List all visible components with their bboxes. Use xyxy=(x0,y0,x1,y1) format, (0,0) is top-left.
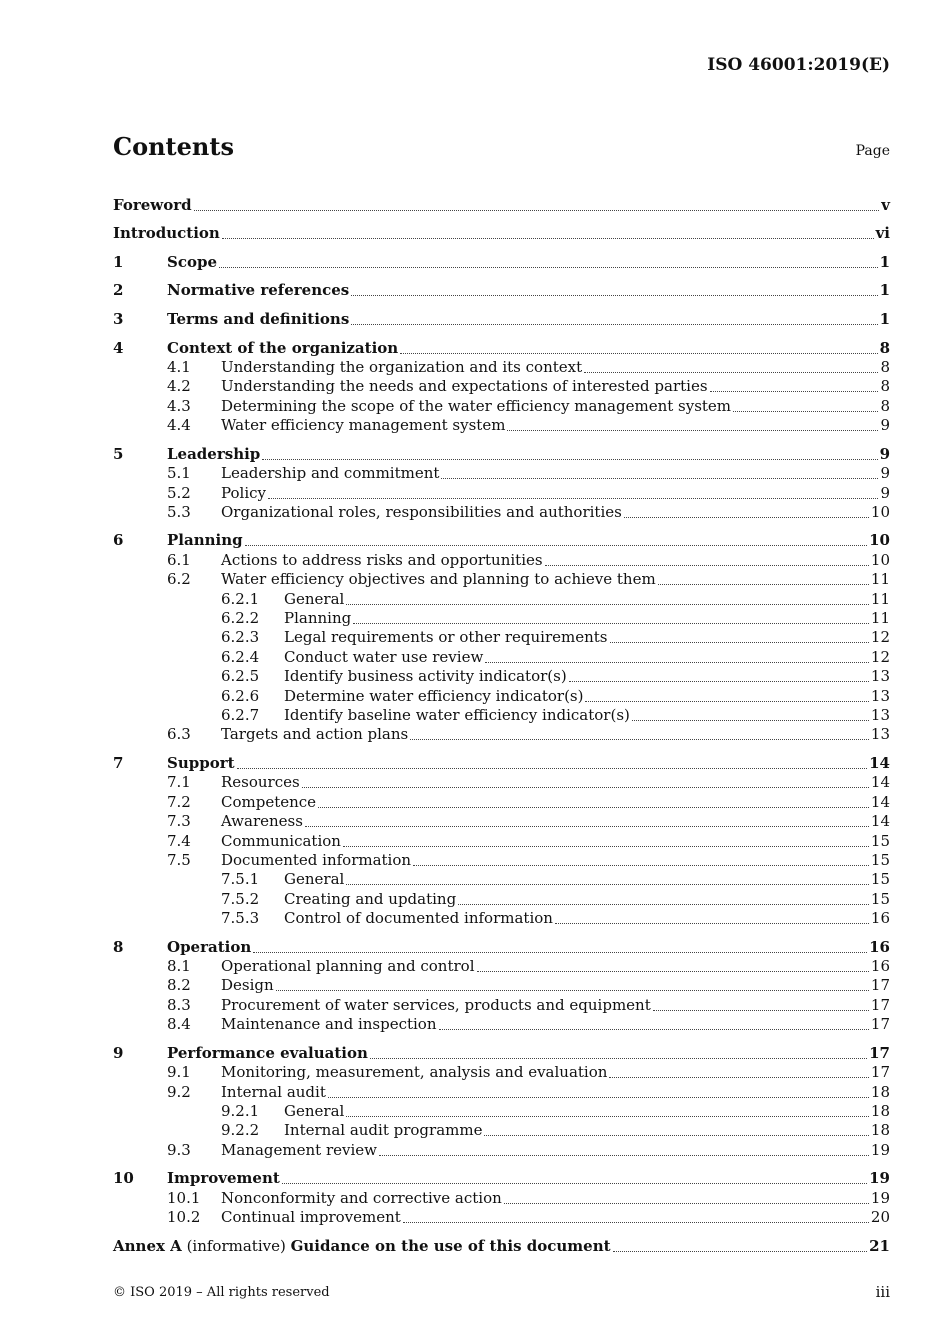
toc-entry-number: 8.2 xyxy=(167,976,191,995)
toc-entry-number: 4 xyxy=(113,338,124,357)
toc-entry-title: Procurement of water services, products and equipment xyxy=(221,995,651,1014)
toc-entry-number: 7.1 xyxy=(167,773,191,792)
toc-entry[interactable] xyxy=(113,1121,890,1140)
toc-entry-page: 21 xyxy=(869,1236,890,1255)
toc-entry-annex[interactable] xyxy=(113,1227,890,1256)
toc-entry-page: 9 xyxy=(880,483,890,502)
toc-entry-page: 17 xyxy=(870,976,890,995)
dot-leader xyxy=(613,1250,868,1252)
toc-entry[interactable] xyxy=(113,570,890,589)
toc-entry-title: Management review xyxy=(221,1140,377,1159)
toc-entry[interactable] xyxy=(113,928,890,957)
toc-entry[interactable] xyxy=(113,773,890,792)
toc-entry[interactable] xyxy=(113,329,890,358)
annex-prefix: Annex A xyxy=(113,1236,182,1255)
toc-entry-page: 13 xyxy=(870,667,890,686)
toc-entry-number: 6.3 xyxy=(167,725,191,744)
toc-entry[interactable] xyxy=(113,647,890,666)
toc-entry-page: 10 xyxy=(870,502,890,521)
toc-entry-page: 15 xyxy=(870,889,890,908)
toc-entry-number: 7 xyxy=(113,753,124,772)
toc-entry[interactable] xyxy=(113,483,890,502)
toc-entry-page: 15 xyxy=(870,870,890,889)
dot-leader xyxy=(318,806,869,808)
toc-entry-page: 1 xyxy=(879,252,890,271)
toc-entry-title: Leadership xyxy=(167,444,261,463)
toc-entry-page: 18 xyxy=(870,1121,890,1140)
toc-entry[interactable] xyxy=(113,503,890,522)
toc-entry-title: Resources xyxy=(221,773,300,792)
toc-entry-title: Internal audit programme xyxy=(284,1121,483,1140)
toc-entry-number: 9 xyxy=(113,1043,124,1062)
dot-leader xyxy=(658,583,869,585)
toc-entry-title: General xyxy=(284,870,345,889)
toc-entry[interactable] xyxy=(113,1140,890,1159)
dot-leader xyxy=(477,970,869,972)
toc-entry-title: Foreword xyxy=(113,195,192,214)
toc-entry-page: 9 xyxy=(879,444,890,463)
toc-entry-title: Leadership and commitment xyxy=(221,464,440,483)
dot-leader xyxy=(328,1096,869,1098)
toc-entry[interactable] xyxy=(113,464,890,483)
dot-leader xyxy=(653,1009,869,1011)
table-of-contents xyxy=(113,186,890,1256)
toc-entry-page: 8 xyxy=(880,396,890,415)
toc-entry-title: Nonconformity and corrective action xyxy=(221,1188,502,1207)
toc-entry-number: 6.2.6 xyxy=(221,686,260,705)
dot-leader xyxy=(410,738,869,740)
toc-entry-number: 7.5 xyxy=(167,850,191,869)
toc-entry-page: 14 xyxy=(870,792,890,811)
toc-entry[interactable] xyxy=(113,1034,890,1063)
toc-entry-title: Identify baseline water efficiency indicator(s) xyxy=(284,706,630,724)
copyright-notice: © ISO 2019 – All rights reserved xyxy=(113,1285,330,1300)
toc-entry-number: 10.1 xyxy=(167,1188,201,1207)
toc-entry-number: 9.2.1 xyxy=(221,1102,260,1121)
toc-entry-number: 7.3 xyxy=(167,812,191,831)
toc-entry-page: 14 xyxy=(870,773,890,792)
toc-entry[interactable] xyxy=(113,1160,890,1189)
toc-entry-number: 10 xyxy=(113,1169,134,1188)
page-column-label: Page xyxy=(855,143,890,159)
dot-leader xyxy=(343,845,869,847)
toc-entry-number: 6.2.3 xyxy=(221,628,260,647)
toc-entry[interactable] xyxy=(113,1208,890,1227)
toc-entry-title: Support xyxy=(167,753,235,772)
dot-leader xyxy=(439,1028,869,1030)
toc-entry-page: 13 xyxy=(870,706,890,724)
dot-leader xyxy=(268,497,878,499)
toc-entry[interactable] xyxy=(113,870,890,889)
toc-entry[interactable] xyxy=(113,377,890,396)
toc-entry-title: Identify business activity indicator(s) xyxy=(284,667,567,686)
toc-entry-page: 1 xyxy=(879,309,890,328)
toc-entry[interactable] xyxy=(113,215,890,244)
toc-entry-title: Conduct water use review xyxy=(284,647,484,666)
toc-entry-page: 9 xyxy=(880,416,890,435)
dot-leader xyxy=(584,371,878,373)
page-number: iii xyxy=(875,1283,890,1301)
toc-entry-number: 8 xyxy=(113,937,124,956)
toc-entry-number: 7.5.1 xyxy=(221,870,260,889)
toc-entry[interactable] xyxy=(113,995,890,1014)
dot-leader xyxy=(610,641,869,643)
toc-entry[interactable] xyxy=(113,976,890,995)
dot-leader xyxy=(222,237,874,239)
toc-entry-page: 10 xyxy=(870,550,890,569)
toc-entry-page: 11 xyxy=(870,609,890,628)
toc-entry[interactable] xyxy=(113,1015,890,1034)
dot-leader xyxy=(353,622,869,624)
toc-entry-title: Scope xyxy=(167,252,218,271)
dot-leader xyxy=(262,458,877,460)
toc-entry-number: 9.2.2 xyxy=(221,1121,260,1140)
dot-leader xyxy=(485,661,869,663)
dot-leader xyxy=(413,864,869,866)
toc-entry-page: 17 xyxy=(869,1043,890,1062)
toc-entry[interactable] xyxy=(113,522,890,551)
toc-entry-title: Improvement xyxy=(167,1169,280,1188)
toc-entry[interactable] xyxy=(113,243,890,272)
toc-entry-number: 7.5.3 xyxy=(221,909,260,928)
toc-entry-page: 9 xyxy=(880,464,890,483)
toc-entry[interactable] xyxy=(113,889,890,908)
toc-entry-title: Internal audit xyxy=(221,1082,326,1101)
toc-entry-page: 16 xyxy=(869,937,890,956)
dot-leader xyxy=(441,477,878,479)
dot-leader xyxy=(351,294,877,296)
toc-entry[interactable] xyxy=(113,435,890,464)
toc-entry[interactable] xyxy=(113,725,890,744)
toc-entry-page: 20 xyxy=(870,1208,890,1227)
toc-entry[interactable] xyxy=(113,416,890,435)
dot-leader xyxy=(624,516,869,518)
dot-leader xyxy=(733,410,878,412)
toc-entry-number: 1 xyxy=(113,252,124,271)
toc-entry-number: 9.1 xyxy=(167,1063,191,1082)
dot-leader xyxy=(253,951,867,953)
toc-entry-page: 17 xyxy=(870,1015,890,1034)
dot-leader xyxy=(302,786,869,788)
toc-entry[interactable] xyxy=(113,609,890,628)
toc-entry-number: 4.3 xyxy=(167,396,191,415)
dot-leader xyxy=(504,1202,869,1204)
toc-entry-page: 11 xyxy=(870,570,890,589)
page-title: Contents xyxy=(113,132,234,161)
toc-entry-number: 7.2 xyxy=(167,792,191,811)
toc-entry-title: Planning xyxy=(284,609,352,628)
toc-entry-page: 17 xyxy=(870,995,890,1014)
annex-qualifier: (informative) xyxy=(181,1236,291,1255)
toc-entry-title: Determining the scope of the water efficiency management system xyxy=(221,396,732,415)
dot-leader xyxy=(710,390,879,392)
toc-entry-number: 10.2 xyxy=(167,1208,201,1227)
dot-leader xyxy=(237,767,868,769)
toc-entry[interactable] xyxy=(113,686,890,705)
toc-entry[interactable] xyxy=(113,957,890,976)
toc-entry-title: Awareness xyxy=(221,812,303,831)
toc-entry-title: Normative references xyxy=(167,281,350,300)
dot-leader xyxy=(282,1182,867,1184)
toc-entry-number: 6.2 xyxy=(167,570,191,589)
annex-title: Guidance on the use of this document xyxy=(290,1236,611,1255)
toc-entry-title: Continual improvement xyxy=(221,1208,401,1227)
toc-entry[interactable] xyxy=(113,358,890,377)
toc-entry[interactable] xyxy=(113,706,890,725)
toc-entry-page: 11 xyxy=(870,589,890,608)
toc-entry[interactable] xyxy=(113,1188,890,1207)
toc-entry-page: 14 xyxy=(869,753,890,772)
dot-leader xyxy=(245,544,868,546)
toc-entry-title: General xyxy=(284,1102,345,1121)
toc-entry[interactable] xyxy=(113,812,890,831)
toc-entry-number: 6 xyxy=(113,531,124,550)
toc-entry-title: Water efficiency objectives and planning to achieve them xyxy=(221,570,656,589)
toc-entry-title: Terms and definitions xyxy=(167,309,350,328)
toc-entry-number: 6.2.7 xyxy=(221,706,260,724)
dot-leader xyxy=(346,883,869,885)
dot-leader xyxy=(370,1057,867,1059)
dot-leader xyxy=(507,429,878,431)
toc-entry-page: 19 xyxy=(870,1140,890,1159)
toc-entry[interactable] xyxy=(113,744,890,773)
dot-leader xyxy=(346,603,869,605)
toc-entry-number: 6.1 xyxy=(167,550,191,569)
dot-leader xyxy=(585,700,868,702)
dot-leader xyxy=(484,1134,868,1136)
toc-entry-page: 13 xyxy=(870,725,890,744)
dot-leader xyxy=(403,1221,869,1223)
toc-entry-title: General xyxy=(284,589,345,608)
toc-entry[interactable] xyxy=(113,909,890,928)
toc-entry-page: 19 xyxy=(870,1188,890,1207)
dot-leader xyxy=(346,1115,869,1117)
toc-entry-page: v xyxy=(881,195,890,214)
toc-entry-page: 8 xyxy=(880,377,890,396)
toc-entry-page: 12 xyxy=(870,628,890,647)
toc-entry-number: 6.2.1 xyxy=(221,589,260,608)
toc-entry-title: Targets and action plans xyxy=(221,725,409,744)
toc-entry-page: 13 xyxy=(870,686,890,705)
toc-entry[interactable] xyxy=(113,272,890,301)
toc-entry-title: Monitoring, measurement, analysis and evaluation xyxy=(221,1063,608,1082)
toc-entry-page: 8 xyxy=(879,338,890,357)
toc-entry-page: 1 xyxy=(879,281,890,300)
toc-entry-title: Maintenance and inspection xyxy=(221,1015,437,1034)
toc-entry-title: Operational planning and control xyxy=(221,957,475,976)
toc-entry-page: 17 xyxy=(870,1063,890,1082)
toc-entry-page: 19 xyxy=(869,1169,890,1188)
toc-entry-title: Introduction xyxy=(113,224,220,243)
toc-entry-page: 18 xyxy=(870,1082,890,1101)
toc-entry-page: 16 xyxy=(870,909,890,928)
dot-leader xyxy=(379,1154,869,1156)
dot-leader xyxy=(458,903,869,905)
toc-entry-title: Context of the organization xyxy=(167,338,399,357)
toc-entry-title: Communication xyxy=(221,831,341,850)
toc-entry-page: 10 xyxy=(869,531,890,550)
toc-entry-title: Determine water efficiency indicator(s) xyxy=(284,686,584,705)
toc-entry-title: Control of documented information xyxy=(284,909,553,928)
toc-entry-number: 9.2 xyxy=(167,1082,191,1101)
toc-entry-number: 5.3 xyxy=(167,502,191,521)
dot-leader xyxy=(545,564,869,566)
toc-entry-number: 5 xyxy=(113,444,124,463)
document-code: ISO 46001:2019(E) xyxy=(707,55,890,75)
toc-entry-title: Performance evaluation xyxy=(167,1043,368,1062)
toc-entry-number: 4.4 xyxy=(167,416,191,435)
dot-leader xyxy=(219,266,878,268)
toc-entry-page: 8 xyxy=(880,357,890,376)
toc-entry-number: 5.2 xyxy=(167,483,191,502)
dot-leader xyxy=(569,680,869,682)
toc-entry[interactable] xyxy=(113,1102,890,1121)
toc-entry-page: 16 xyxy=(870,957,890,976)
toc-entry-number: 6.2.2 xyxy=(221,609,260,628)
toc-entry-title: Actions to address risks and opportunities xyxy=(221,550,543,569)
toc-entry-page: vi xyxy=(875,224,890,243)
toc-entry-number: 9.3 xyxy=(167,1140,191,1159)
toc-entry[interactable] xyxy=(113,851,890,870)
toc-entry-number: 7.5.2 xyxy=(221,889,260,908)
toc-entry[interactable] xyxy=(113,396,890,415)
toc-entry-title: Understanding the needs and expectations of interested parties xyxy=(221,377,708,396)
toc-entry-number: 7.4 xyxy=(167,831,191,850)
toc-entry-number: 4.1 xyxy=(167,357,191,376)
toc-entry[interactable] xyxy=(113,667,890,686)
toc-entry-title: Water efficiency management system xyxy=(221,416,506,435)
dot-leader xyxy=(351,323,877,325)
toc-entry-number: 8.1 xyxy=(167,957,191,976)
toc-entry-number: 8.3 xyxy=(167,995,191,1014)
toc-entry[interactable] xyxy=(113,1082,890,1101)
toc-entry-page: 12 xyxy=(870,647,890,666)
toc-entry[interactable] xyxy=(113,792,890,811)
toc-entry[interactable] xyxy=(113,300,890,329)
toc-entry-title: Competence xyxy=(221,792,317,811)
toc-entry[interactable] xyxy=(113,628,890,647)
toc-entry-number: 3 xyxy=(113,309,124,328)
dot-leader xyxy=(609,1076,868,1078)
toc-entry-number: 6.2.4 xyxy=(221,647,260,666)
toc-entry-page: 15 xyxy=(870,850,890,869)
dot-leader xyxy=(400,352,877,354)
toc-entry-number: 8.4 xyxy=(167,1015,191,1034)
toc-entry[interactable] xyxy=(113,550,890,569)
dot-leader xyxy=(276,989,869,991)
dot-leader xyxy=(305,825,869,827)
toc-entry-title: Documented information xyxy=(221,850,412,869)
toc-entry-number: 6.2.5 xyxy=(221,667,260,686)
toc-entry-number: 2 xyxy=(113,281,124,300)
toc-entry[interactable] xyxy=(113,589,890,608)
toc-entry-title: Creating and updating xyxy=(284,889,457,908)
toc-entry-title: Legal requirements or other requirements xyxy=(284,628,608,647)
toc-entry[interactable] xyxy=(113,1063,890,1082)
toc-entry-title: Organizational roles, responsibilities and authorities xyxy=(221,502,622,521)
toc-entry-number: 5.1 xyxy=(167,464,191,483)
toc-entry-page: 14 xyxy=(870,812,890,831)
toc-entry-number: 4.2 xyxy=(167,377,191,396)
dot-leader xyxy=(194,209,880,211)
toc-entry-title: Design xyxy=(221,976,274,995)
toc-entry[interactable] xyxy=(113,831,890,850)
toc-entry-title: Understanding the organization and its context xyxy=(221,357,583,376)
toc-entry-title: Policy xyxy=(221,483,266,502)
toc-entry-title: Planning xyxy=(167,531,243,550)
toc-entry-title: Operation xyxy=(167,937,252,956)
dot-leader xyxy=(632,719,869,721)
toc-entry[interactable] xyxy=(113,186,890,215)
dot-leader xyxy=(555,922,869,924)
toc-entry-page: 15 xyxy=(870,831,890,850)
toc-entry-page: 18 xyxy=(870,1102,890,1121)
